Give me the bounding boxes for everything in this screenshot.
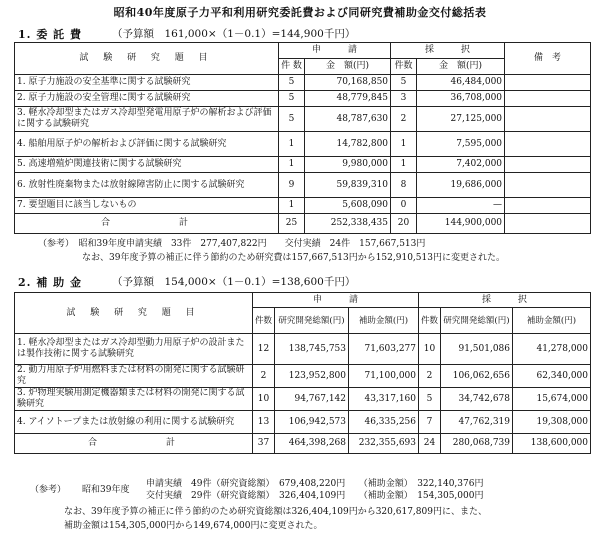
request-subsidy: 46,335,256 [349, 411, 419, 434]
total-row [15, 214, 591, 234]
remarks-cell [505, 75, 591, 91]
table-row [15, 132, 591, 157]
remarks-cell [505, 107, 591, 132]
section1-reference-note: （参考） 昭和39年度申請実績 33件 277,407,822円 交付実績 24件 157,667,513円 [38, 239, 426, 249]
row-no: 6. [17, 179, 26, 190]
adopt-subsidy: 15,674,000 [513, 388, 591, 411]
total-request-count: 25 [279, 214, 305, 234]
header-project: 試 験 研 究 題 目 [15, 293, 253, 334]
adopt-count: 2 [419, 365, 441, 388]
total-request-amount: 252,338,435 [305, 214, 391, 234]
row-no: 5. [17, 159, 26, 169]
header-request-cost: 研究開発総額(円) [275, 308, 349, 334]
row-project: 動力用原子炉用燃料または材料の開発に関する試験研究 [17, 365, 245, 386]
header-request-subsidy: 補助金額(円) [349, 308, 419, 334]
adopt-cost: 106,062,656 [441, 365, 513, 388]
request-cost: 123,952,800 [275, 365, 349, 388]
header-adopt-count: 件数 [391, 59, 417, 75]
adopt-amount: 27,125,000 [417, 107, 505, 132]
request-count: 5 [279, 75, 305, 91]
header-adopt-amount: 金 額(円) [417, 59, 505, 75]
header-adopt-subsidy: 補助金額(円) [513, 308, 591, 334]
adopt-amount: 19,686,000 [417, 173, 505, 198]
request-cost: 94,767,142 [275, 388, 349, 411]
total-request-cost: 464,398,268 [275, 434, 349, 454]
table-row [15, 365, 591, 388]
request-amount: 59,839,310 [305, 173, 391, 198]
row-no: 3. [17, 108, 26, 118]
header-request: 申 請 [279, 43, 391, 59]
table-row [15, 388, 591, 411]
section2-budget-change-note-cont: 補助金額は154,305,000円から149,674,000円に変更された。 [64, 521, 323, 531]
request-count: 9 [279, 173, 305, 198]
adopt-count: 5 [391, 75, 417, 91]
total-adopt-subsidy: 138,600,000 [513, 434, 591, 454]
total-request-subsidy: 232,355,693 [349, 434, 419, 454]
adopt-amount: 46,484,000 [417, 75, 505, 91]
request-count: 10 [253, 388, 275, 411]
remarks-cell [505, 157, 591, 173]
adopt-cost: 91,501,086 [441, 334, 513, 365]
row-project: アイソトープまたは放射線の利用に関する試験研究 [28, 416, 235, 427]
total-label: 合 計 [15, 214, 279, 234]
section2-heading: 2. 補 助 金 [18, 276, 82, 289]
request-amount: 14,782,800 [305, 132, 391, 157]
request-count: 5 [279, 91, 305, 107]
request-count: 13 [253, 411, 275, 434]
row-no: 2. [17, 365, 26, 375]
section1-heading: 1. 委 託 費 [18, 28, 82, 41]
row-project: 要望題目に該当しないもの [28, 200, 137, 210]
request-count: 1 [279, 157, 305, 173]
table-row [15, 157, 591, 173]
row-project: 原子力施設の安全基準に関する試験研究 [28, 77, 191, 87]
adopt-count: 2 [391, 107, 417, 132]
table-row [15, 198, 591, 214]
remarks-cell [505, 198, 591, 214]
adopt-amount: — [417, 198, 505, 214]
section2-reference-label: （参考） [30, 485, 67, 495]
request-count: 12 [253, 334, 275, 365]
request-amount: 48,787,630 [305, 107, 391, 132]
remarks-cell [505, 214, 591, 234]
adopt-amount: 7,595,000 [417, 132, 505, 157]
table-row [15, 334, 591, 365]
request-subsidy: 71,100,000 [349, 365, 419, 388]
adopt-subsidy: 62,340,000 [513, 365, 591, 388]
request-count: 1 [279, 198, 305, 214]
total-adopt-cost: 280,068,739 [441, 434, 513, 454]
adopt-count: 8 [391, 173, 417, 198]
request-amount: 9,980,000 [305, 157, 391, 173]
total-label: 合 計 [15, 434, 253, 454]
row-no: 1. [17, 338, 26, 348]
row-no: 3. [17, 388, 26, 398]
adopt-count: 3 [391, 91, 417, 107]
adopt-cost: 34,742,678 [441, 388, 513, 411]
adopt-amount: 36,708,000 [417, 91, 505, 107]
total-adopt-amount: 144,900,000 [417, 214, 505, 234]
request-count: 1 [279, 132, 305, 157]
header-project: 試 験 研 究 題 目 [15, 43, 279, 75]
request-amount: 70,168,850 [305, 75, 391, 91]
section1-budget-change-note: なお、39年度予算の補正に伴う節約のため研究費は157,667,513円から152,910,513円に変更された。 [82, 253, 505, 263]
adopt-count: 10 [419, 334, 441, 365]
total-adopt-count: 20 [391, 214, 417, 234]
row-no: 1. [17, 77, 26, 87]
header-adopt: 採 択 [391, 43, 505, 59]
commission-table [14, 42, 591, 234]
header-request: 申 請 [253, 293, 419, 308]
row-project: 軽水冷却型またはガス冷却型動力用原子炉の設計または製作技術に関する試験研究 [17, 338, 245, 359]
header-adopt-count: 件数 [419, 308, 441, 334]
table-row [15, 173, 591, 198]
table-row [15, 75, 591, 91]
total-row [15, 434, 591, 454]
row-project: 船舶用原子炉の解析および評価に関する試験研究 [28, 138, 227, 149]
request-amount: 48,779,845 [305, 91, 391, 107]
section2-request-record: 申請実績 49件（研究資総額） 679,408,220円 （補助金額） 322,140,376円 [146, 479, 484, 489]
table-row [15, 411, 591, 434]
row-project: 軽水冷却型またはガス冷却型発電用原子炉の解析および評価に関する試験研究 [17, 108, 272, 129]
request-count: 5 [279, 107, 305, 132]
request-cost: 106,942,573 [275, 411, 349, 434]
table-row [15, 91, 591, 107]
request-subsidy: 71,603,277 [349, 334, 419, 365]
adopt-count: 1 [391, 157, 417, 173]
header-request-amount: 金 額(円) [305, 59, 391, 75]
remarks-cell [505, 91, 591, 107]
header-remarks: 備 考 [505, 43, 591, 75]
row-no: 7. [17, 200, 26, 210]
request-subsidy: 43,317,160 [349, 388, 419, 411]
total-adopt-count: 24 [419, 434, 441, 454]
adopt-count: 7 [419, 411, 441, 434]
total-request-count: 37 [253, 434, 275, 454]
adopt-subsidy: 19,308,000 [513, 411, 591, 434]
row-project: 高速増殖炉関連技術に関する試験研究 [28, 159, 182, 169]
row-project: 放射性廃棄物または放射線障害防止に関する試験研究 [28, 179, 245, 190]
table-row [15, 107, 591, 132]
request-count: 2 [253, 365, 275, 388]
adopt-count: 0 [391, 198, 417, 214]
request-amount: 5,608,090 [305, 198, 391, 214]
document-title: 昭和40年度原子力平和利用研究委託費および同研究費補助金交付総括表 [113, 6, 487, 19]
row-project: 炉物理実験用測定機器類または材料の開発に関する試験研究 [17, 388, 245, 409]
section2-grant-record: 交付実績 29件（研究資総額） 326,404,109円 （補助金額） 154,305,000円 [146, 491, 484, 501]
header-request-count: 件数 [253, 308, 275, 334]
section2-budget-formula: （予算額 154,000×（1－0.1）=138,600千円） [112, 276, 356, 288]
adopt-count: 5 [419, 388, 441, 411]
adopt-count: 1 [391, 132, 417, 157]
section2-reference-year: 昭和39年度 [82, 485, 130, 495]
remarks-cell [505, 132, 591, 157]
section2-budget-change-note: なお、39年度予算の補正に伴う節約のため研究資総額は326,404,109円から320,617,809円に、また、 [64, 507, 487, 517]
adopt-cost: 47,762,319 [441, 411, 513, 434]
row-no: 4. [17, 138, 26, 149]
header-adopt-cost: 研究開発総額(円) [441, 308, 513, 334]
subsidy-table [14, 292, 591, 454]
request-cost: 138,745,753 [275, 334, 349, 365]
row-project: 原子力施設の安全管理に関する試験研究 [28, 93, 191, 103]
remarks-cell [505, 173, 591, 198]
row-no: 2. [17, 93, 26, 103]
section1-budget-formula: （予算額 161,000×（1－0.1）=144,900千円） [112, 28, 356, 40]
adopt-subsidy: 41,278,000 [513, 334, 591, 365]
header-adopt: 採 択 [419, 293, 591, 308]
adopt-amount: 7,402,000 [417, 157, 505, 173]
header-request-count: 件 数 [279, 59, 305, 75]
row-no: 4. [17, 416, 26, 427]
